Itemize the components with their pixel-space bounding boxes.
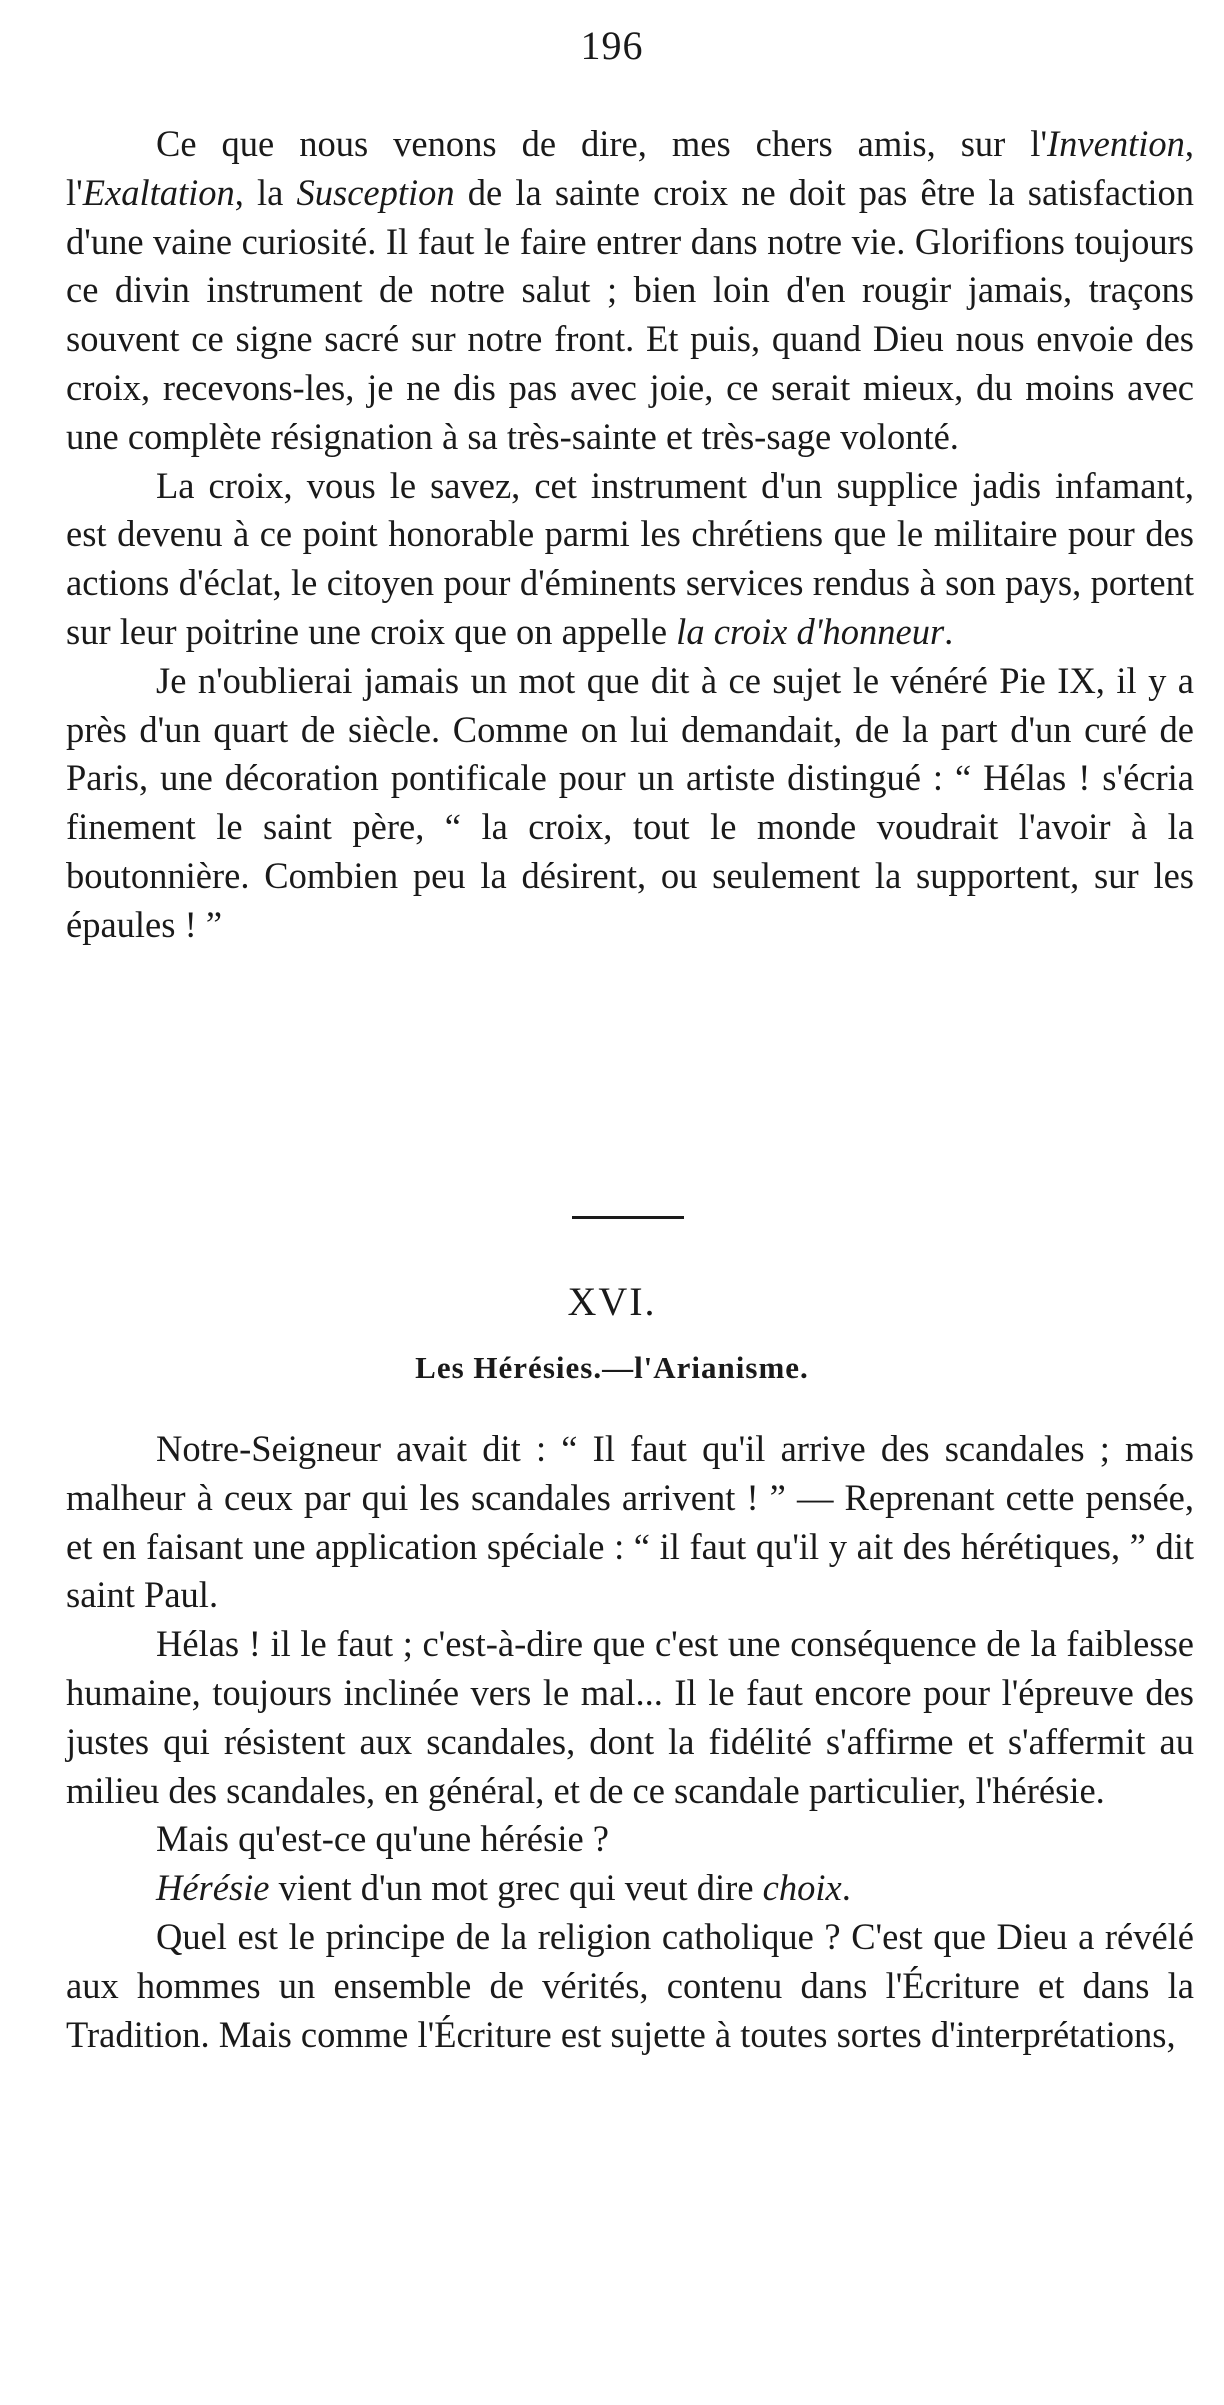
section-divider: [572, 1216, 684, 1219]
text-run: Je n'oublierai jamais un mot que dit à ce sujet le vénéré Pie IX, il y a près d'un quart de siècle. Comme on lui demandait, de la part d'un curé de Paris, une décoration pontificale pour un artiste distingué : “ Hélas ! s'écria finement le saint père, “ la croix, tout le monde voudrait l'avoir à la boutonnière. Combien peu la désirent, ou seulement la supportent, sur les épaules ! ”: [66, 659, 1194, 945]
section-body-2: [66, 1425, 1194, 2059]
text-run: Mais qu'est-ce qu'une hérésie ?: [156, 1818, 610, 1860]
section-body-1: [66, 120, 1194, 950]
italic-text: la croix d'honneur: [676, 610, 945, 652]
paragraph: [66, 1913, 1194, 2059]
italic-text: Exaltation: [82, 171, 235, 213]
text-run: Hélas ! il le faut ; c'est-à-dire que c'est une conséquence de la faiblesse humaine, toujours inclinée vers le mal... Il le faut encore pour l'épreuve des justes qui résistent aux scandales, dont la fidélité s'affirme et s'affermit au milieu des scandales, en général, et de ce scandale particulier, l'hérésie.: [66, 1623, 1194, 1811]
text-run: .: [841, 1867, 851, 1909]
italic-text: Susception: [296, 171, 455, 213]
italic-text: Hérésie: [156, 1867, 270, 1909]
text-run: .: [944, 610, 954, 652]
text-run: Ce que nous venons de dire, mes chers amis, sur l': [156, 123, 1048, 164]
paragraph: [66, 657, 1194, 950]
paragraph: [66, 1815, 1194, 1864]
paragraph: [66, 1425, 1194, 1620]
paragraph: [66, 462, 1194, 657]
italic-text: Invention: [1047, 123, 1185, 164]
text-run: vient d'un mot grec qui veut dire: [269, 1867, 763, 1909]
chapter-number: XVI.: [567, 1279, 657, 1324]
italic-text: choix: [762, 1867, 842, 1909]
paragraph: [66, 1620, 1194, 1815]
paragraph: [66, 1864, 1194, 1913]
chapter-title: Les Hérésies.—l'Arianisme.: [415, 1350, 809, 1385]
text-run: Notre-Seigneur avait dit : “ Il faut qu'il arrive des scandales ; mais malheur à ceux par qui les scandales arrivent ! ” — Reprenant cette pensée, et en faisant une application spéciale : “ il faut qu'il y ait des hérétiques, ” dit saint Paul.: [66, 1428, 1194, 1616]
paragraph: [66, 120, 1194, 462]
page-number: 196: [580, 23, 644, 68]
text-run: , la: [234, 171, 297, 213]
text-run: La croix, vous le savez, cet instrument d'un supplice jadis infamant, est devenu à ce point honorable parmi les chrétiens que le militaire pour des actions d'éclat, le citoyen pour d'éminents services rendus à son pays, portent sur leur poitrine une croix que on appelle: [66, 464, 1194, 652]
text-run: Quel est le principe de la religion catholique ? C'est que Dieu a révélé aux hommes un ensemble de vérités, contenu dans l'Écriture et dans la Tradition. Mais comme l'Écriture est sujette à toutes sortes d'interprétations,: [66, 1915, 1194, 2055]
text-run: , l': [66, 123, 1194, 213]
text-run: de la sainte croix ne doit pas être la satisfaction d'une vaine curiosité. Il faut le faire entrer dans notre vie. Glorifions toujours ce divin instrument de notre salut ; bien loin d'en rougir jamais, traçons souvent ce signe sacré sur notre front. Et puis, quand Dieu nous envoie des croix, recevons-les, je ne dis pas avec joie, ce serait mieux, du moins avec une complète résignation à sa très-sainte et très-sage volonté.: [66, 171, 1195, 457]
